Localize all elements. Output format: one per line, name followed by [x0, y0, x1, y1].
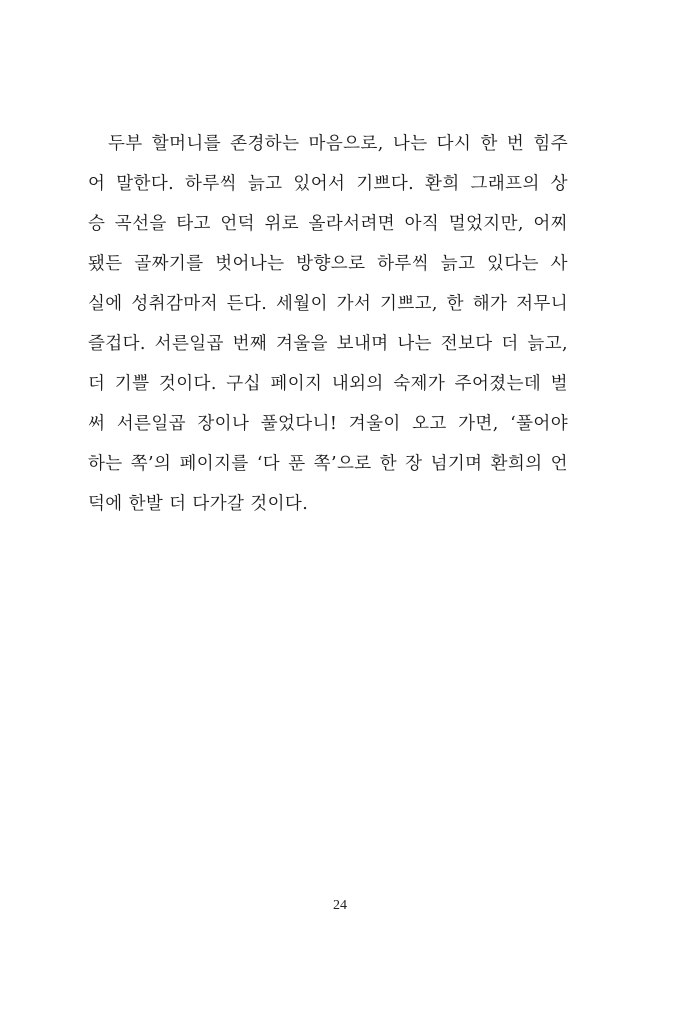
- text-line: 더 기쁠 것이다. 구십 페이지 내외의 숙제가 주어졌는데 벌: [88, 374, 568, 394]
- text-line: 어 말한다. 하루씩 늙고 있어서 기쁘다. 환희 그래프의 상: [88, 174, 568, 194]
- text-line: 승 곡선을 타고 언덕 위로 올라서려면 아직 멀었지만, 어찌: [88, 214, 568, 234]
- text-line: 즐겁다. 서른일곱 번째 겨울을 보내며 나는 전보다 더 늙고,: [88, 334, 568, 354]
- text-line: 두부 할머니를 존경하는 마음으로, 나는 다시 한 번 힘주: [108, 134, 568, 154]
- text-line: 하는 쪽’의 페이지를 ‘다 푼 쪽’으로 한 장 넘기며 환희의 언: [88, 454, 568, 474]
- body-paragraph: [88, 124, 568, 524]
- text-line: 됐든 골짜기를 벗어나는 방향으로 하루씩 늙고 있다는 사: [88, 254, 568, 274]
- text-line: 써 서른일곱 장이나 풀었다니! 겨울이 오고 가면, ‘풀어야: [88, 414, 568, 434]
- text-line: 실에 성취감마저 든다. 세월이 가서 기쁘고, 한 해가 저무니: [88, 294, 568, 314]
- page-number: 24: [333, 898, 347, 913]
- text-line: 덕에 한발 더 다가갈 것이다.: [88, 494, 309, 514]
